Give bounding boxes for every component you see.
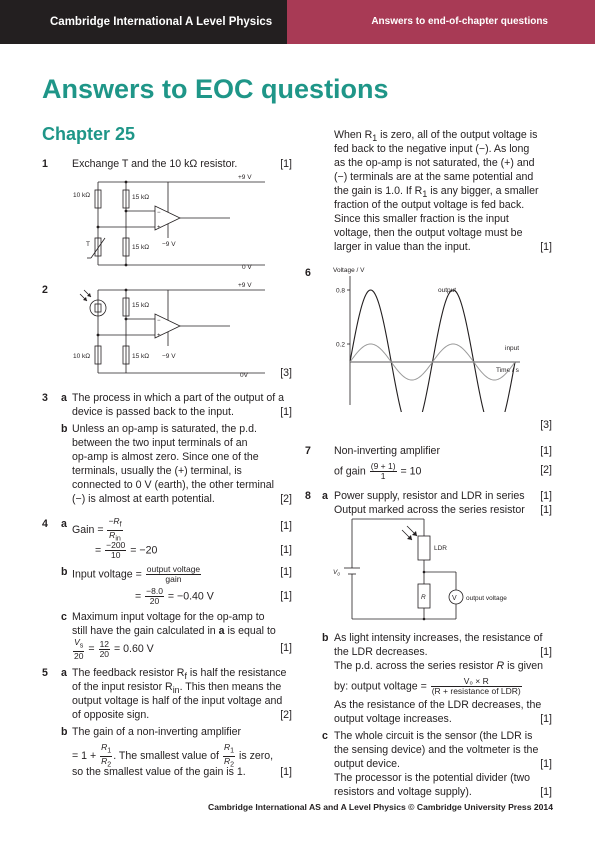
chart-series-output <box>350 290 515 412</box>
q4a-label: a <box>61 518 67 530</box>
q8c-line1: The whole circuit is the sensor (the LDR is <box>334 730 533 742</box>
q8-label-output-voltage: output voltage <box>466 595 507 602</box>
q8b-mark2: [1] <box>540 713 552 725</box>
q5-number: 5 <box>42 667 48 679</box>
q5b-line1: The gain of a non-inverting amplifier <box>72 726 242 738</box>
q2-label-10k: 10 kΩ <box>73 353 91 360</box>
q5b-line2: = 1 + $\frac{R_1}{R_2}$ . The smallest value of $\frac{R_1}{R_2}$ is zero, <box>72 742 274 769</box>
q8-label-v0: $V_0$ <box>333 569 340 577</box>
chart-series-label-input: input <box>505 345 520 352</box>
q1-number: 1 <box>42 158 48 170</box>
q8b-line3: The p.d. across the series resistor R is given <box>334 660 544 672</box>
q8-label-r: R <box>421 594 426 601</box>
q5b-line3: so the smallest value of the gain is 1. <box>72 766 246 778</box>
q1-label-thermistor: T <box>86 241 90 248</box>
q1-label-15k-bottom: 15 kΩ <box>132 244 150 251</box>
q5c-line8: voltage, then the output voltage must be <box>334 227 523 239</box>
q5c-mark: [1] <box>540 241 552 253</box>
q4c-label: c <box>61 611 67 623</box>
q2-label-plus9v: +9 V <box>238 282 252 289</box>
q8a-line1: Power supply, resistor and LDR in series <box>334 490 525 502</box>
svg-text:V: V <box>452 595 457 602</box>
q5c-line3: as the op-amp is not saturated, the (+) and <box>334 157 535 169</box>
q1-mark: [1] <box>280 158 292 170</box>
chart-series-label-output: output <box>438 287 457 294</box>
q8b-line5: As the resistance of the LDR decreases, the <box>334 699 542 711</box>
svg-text:−: − <box>157 210 161 216</box>
q2-label-15k-bottom: 15 kΩ <box>132 353 150 360</box>
q4-number: 4 <box>42 518 48 530</box>
q5a-line2: of the input resistor $R_{in}$. This then means the <box>72 681 282 696</box>
q3b-line5: connected to 0 V (earth), the other terminal <box>72 479 274 491</box>
q8-ldr-circuit-diagram <box>332 514 542 626</box>
header-book-title: Cambridge International A Level Physics <box>0 0 287 44</box>
q4a-mark2: [1] <box>280 544 292 556</box>
q1-answer: Exchange T and the 10 kΩ resistor. <box>72 158 238 170</box>
q8b-line2: the LDR decreases. <box>334 646 428 658</box>
q5a-mark: [2] <box>280 709 292 721</box>
q4b-mark1: [1] <box>280 566 292 578</box>
q5a-label: a <box>61 667 67 679</box>
q5c-line7: Since this smaller fraction is the input <box>334 213 509 225</box>
q5a-line1: The feedback resistor $R_f$ is half the resistance <box>72 667 287 682</box>
q8-number: 8 <box>305 490 311 502</box>
q3b-line4: terminals, usually the (+) terminal, is <box>72 465 242 477</box>
svg-text:+: + <box>157 333 161 339</box>
q5c-line2: fed back to the negative input (−). As long <box>334 143 530 155</box>
q5b-mark: [1] <box>280 766 292 778</box>
q8c-mark1: [1] <box>540 758 552 770</box>
q8b-formula: by: output voltage = $\frac{\text{V₀ × R}}{\text{(R + resistance of LDR)}}$ <box>334 676 521 696</box>
q8c-label: c <box>322 730 328 742</box>
q1-label-15k-top: 15 kΩ <box>132 194 150 201</box>
q1-label-minus9v: −9 V <box>162 241 176 248</box>
q2-mark: [3] <box>280 367 292 379</box>
q3b-line6: (−) is almost at earth potential. <box>72 493 215 505</box>
q8c-line5: resistors and voltage supply). <box>334 786 472 798</box>
chart-xlabel: Time / s <box>496 367 519 374</box>
q3a-line1: The process in which a part of the output of a <box>72 392 284 404</box>
q6-waveform-chart <box>330 262 530 412</box>
q4a-mark1: [1] <box>280 520 292 532</box>
q3a-mark: [1] <box>280 406 292 418</box>
q7-line1: Non-inverting amplifier <box>334 445 440 457</box>
q4b-mark2: [1] <box>280 590 292 602</box>
q8a-line2: Output marked across the series resistor <box>334 504 525 516</box>
q8c-line3: output device. <box>334 758 400 770</box>
q8c-line2: the sensing device) and the voltmeter is the <box>334 744 539 756</box>
q8-label-ldr: LDR <box>434 545 448 552</box>
q4b-input-formula: Input voltage = $\frac{\text{output voltage}}{\text{gain}}$ <box>72 564 201 584</box>
q2-label-minus9v: −9 V <box>162 353 176 360</box>
q8a-mark1: [1] <box>540 490 552 502</box>
q6-number: 6 <box>305 267 311 279</box>
q5a-line3: output voltage is half of the input voltage and <box>72 695 283 707</box>
q8c-line4: The processor is the potential divider (two <box>334 772 531 784</box>
q4c-line2: still have the gain calculated in a is equal to <box>72 625 276 637</box>
header-section-title: Answers to end-of-chapter questions <box>287 0 595 44</box>
q5c-line6: fraction of the output voltage is fed back. <box>334 199 525 211</box>
q3-number: 3 <box>42 392 48 404</box>
q4c-line1: Maximum input voltage for the op-amp to <box>72 611 265 623</box>
q8a-mark2: [1] <box>540 504 552 516</box>
q5c-line5: the gain is 1.0. If $R_1$ is any bigger, a smaller <box>334 185 539 200</box>
q3b-label: b <box>61 423 68 435</box>
q2-number: 2 <box>42 284 48 296</box>
q8b-label: b <box>322 632 329 644</box>
q2-circuit-diagram <box>70 280 270 380</box>
q5c-line1: When $R_1$ is zero, all of the output voltage is <box>334 129 538 144</box>
q4b-label: b <box>61 566 68 578</box>
chapter-heading: Chapter 25 <box>42 124 136 144</box>
q3b-line2: between the two input terminals of an <box>72 437 248 449</box>
q8c-mark2: [1] <box>540 786 552 798</box>
chart-y-tick-label: 0.8 <box>336 287 346 295</box>
q4c-value: $\frac{V_s}{20}$ = $\frac{12}{20}$ = 0.60 V <box>74 637 154 661</box>
q3a-label: a <box>61 392 67 404</box>
q8b-line6: output voltage increases. <box>334 713 452 725</box>
q8b-mark1: [1] <box>540 646 552 658</box>
q4a-gain-value: = $\frac{-200}{10}$ = −20 <box>95 540 158 560</box>
q1-label-plus9v: +9 V <box>238 174 252 181</box>
q8b-line1: As light intensity increases, the resistance of <box>334 632 543 644</box>
q4b-input-value: = $\frac{-8.0}{20}$ = −0.40 V <box>135 586 214 606</box>
q5c-line9: larger in value than the input. <box>334 241 471 253</box>
q3a-line2: device is passed back to the input. <box>72 406 234 418</box>
q1-label-10k: 10 kΩ <box>73 192 91 199</box>
q8a-label: a <box>322 490 328 502</box>
q5a-line4: of opposite sign. <box>72 709 150 721</box>
q2-label-0v: 0V <box>240 372 248 379</box>
footer-copyright: Cambridge International AS and A Level Physics © Cambridge University Press 2014 <box>208 802 553 812</box>
page-title: Answers to EOC questions <box>42 74 389 104</box>
q5b-label: b <box>61 726 68 738</box>
q4a-gain-formula: Gain = $\frac{-R_f}{R_{in}}$ <box>72 516 122 543</box>
q3b-mark: [2] <box>280 493 292 505</box>
q7-gain: of gain $\frac{(9 + 1)}{1}$ = 10 <box>334 461 422 481</box>
svg-text:−: − <box>157 318 161 324</box>
q7-number: 7 <box>305 445 311 457</box>
q7-mark2: [2] <box>540 464 552 476</box>
q3b-line3: op-amp is almost zero. Since one of the <box>72 451 259 463</box>
chart-y-tick-label: 0.2 <box>336 341 346 349</box>
q7-mark1: [1] <box>540 445 552 457</box>
q2-label-15k-top: 15 kΩ <box>132 302 150 309</box>
q1-circuit-diagram <box>70 172 270 272</box>
chart-ylabel: Voltage / V <box>333 267 365 274</box>
q4c-mark: [1] <box>280 642 292 654</box>
q3b-line1: Unless an op-amp is saturated, the p.d. <box>72 423 257 435</box>
svg-text:+: + <box>157 225 161 231</box>
q6-mark: [3] <box>540 419 552 431</box>
q5c-line4: (−) terminals are at the same potential and <box>334 171 534 183</box>
q1-label-0v: 0 V <box>242 264 252 271</box>
